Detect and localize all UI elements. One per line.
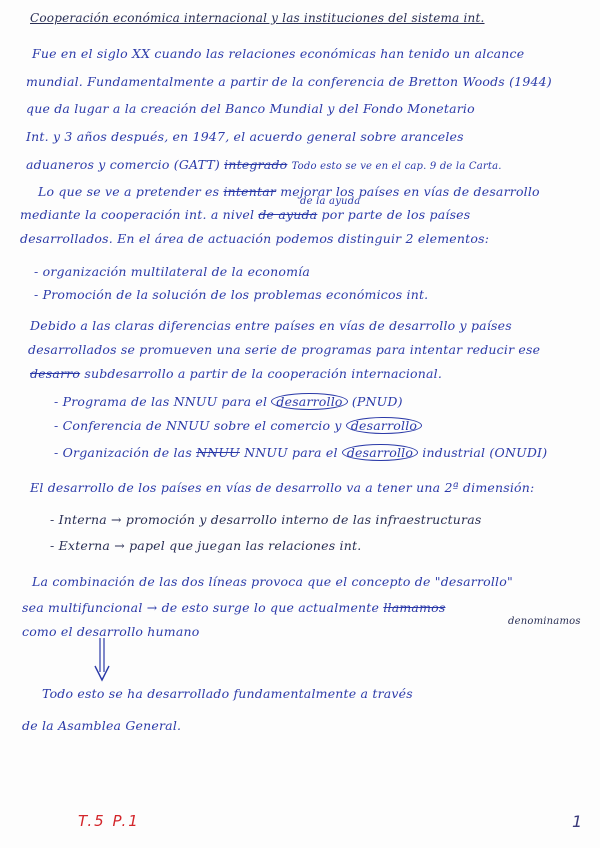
para3-line-1: Debido a las claras diferencias entre países en vías de desarrollo y países bbox=[30, 318, 512, 333]
para3-line-3 bbox=[30, 366, 442, 382]
para3-item-1 bbox=[54, 394, 403, 410]
para5-line-2a: sea multifuncional bbox=[22, 600, 143, 615]
para3-item-3-pre: - Organización de las bbox=[54, 445, 192, 460]
para3-item-1-pre: - Programa de las NNUU para el bbox=[54, 394, 268, 409]
para2-line-1b: mejorar los países en vías de desarrollo bbox=[280, 184, 540, 199]
para3-item-2-pre: - Conferencia de NNUU sobre el comercio y bbox=[54, 418, 342, 433]
para3-item-2-circled: desarrollo bbox=[346, 417, 422, 434]
para3-item-1-post: (PNUD) bbox=[351, 394, 403, 409]
para2-line-1a: Lo que se ve a pretender es bbox=[38, 184, 220, 199]
para3-item-3-post: industrial (ONUDI) bbox=[422, 445, 548, 460]
para5-line-2 bbox=[22, 600, 445, 616]
para1-struck-word: integrado bbox=[224, 157, 288, 172]
para2-struck-2: de ayuda bbox=[258, 207, 318, 222]
para3-item-2 bbox=[54, 418, 422, 434]
para1-line-6: Todo esto se ve en el cap. 9 de la Carta. bbox=[291, 161, 502, 172]
para1-line-4: Int. y 3 años después, en 1947, el acuerdo general sobre aranceles bbox=[26, 129, 464, 144]
para3-item-1-circled: desarrollo bbox=[271, 393, 347, 410]
para3-line-2: desarrollados se promueven una serie de programas para intentar reducir ese bbox=[28, 342, 541, 357]
para2-line-2b: por parte de los países bbox=[321, 207, 471, 222]
para5-struck: llamamos bbox=[383, 600, 446, 615]
para3-item-3-struck: NNUU bbox=[196, 445, 240, 460]
para3-item-3 bbox=[54, 445, 547, 461]
para3-struck: desarro bbox=[30, 366, 81, 381]
para5-line-3: como el desarrollo humano bbox=[22, 624, 200, 639]
para2-line-3: desarrollados. En el área de actuación podemos distinguir 2 elementos: bbox=[20, 231, 490, 246]
para1-line-2: mundial. Fundamentalmente a partir de la conferencia de Bretton Woods (1944) bbox=[26, 74, 552, 89]
down-arrow-icon bbox=[93, 636, 111, 682]
right-arrow-icon: → bbox=[146, 600, 158, 615]
para4-item-1: - Interna → promoción y desarrollo interno de las infraestructuras bbox=[50, 512, 482, 527]
para1-line-5-text: aduaneros y comercio (GATT) bbox=[26, 157, 220, 172]
para2-insert-note: de la ayuda bbox=[300, 196, 361, 207]
para2-bullet-2: - Promoción de la solución de los problemas económicos int. bbox=[34, 287, 429, 302]
para4-item-2: - Externa → papel que juegan las relaciones int. bbox=[50, 538, 362, 553]
topic-code: T.5 P.1 bbox=[78, 812, 140, 830]
para5-inserted-word: denominamos bbox=[508, 616, 581, 627]
conclusion-line-1: Todo esto se ha desarrollado fundamentalmente a través bbox=[42, 686, 413, 701]
para2-bullet-1: - organización multilateral de la economía bbox=[34, 264, 310, 279]
para2-line-2a: mediante la cooperación int. a nivel bbox=[20, 207, 255, 222]
para5-line-1: La combinación de las dos líneas provoca que el concepto de "desarrollo" bbox=[32, 574, 513, 589]
para3-line-3-text: subdesarrollo a partir de la cooperación internacional. bbox=[84, 366, 443, 381]
para1-line-5 bbox=[26, 157, 502, 175]
para2-struck-1: intentar bbox=[223, 184, 277, 199]
conclusion-line-2: de la Asamblea General. bbox=[22, 718, 182, 733]
page-title: Cooperación económica internacional y las instituciones del sistema int. bbox=[30, 11, 485, 25]
para1-line-1: Fue en el siglo XX cuando las relaciones económicas han tenido un alcance bbox=[32, 46, 525, 61]
page-number: 1 bbox=[572, 812, 583, 831]
para2-line-1 bbox=[38, 184, 540, 200]
para3-item-3-circled: desarrollo bbox=[342, 444, 418, 461]
para2-line-2 bbox=[20, 207, 470, 223]
para3-item-3-mid: NNUU para el bbox=[244, 445, 338, 460]
para5-line-2b: de esto surge lo que actualmente bbox=[161, 600, 380, 615]
para4-line: El desarrollo de los países en vías de desarrollo va a tener una 2ª dimensión: bbox=[30, 480, 535, 495]
para1-line-3: que da lugar a la creación del Banco Mundial y del Fondo Monetario bbox=[26, 101, 475, 116]
